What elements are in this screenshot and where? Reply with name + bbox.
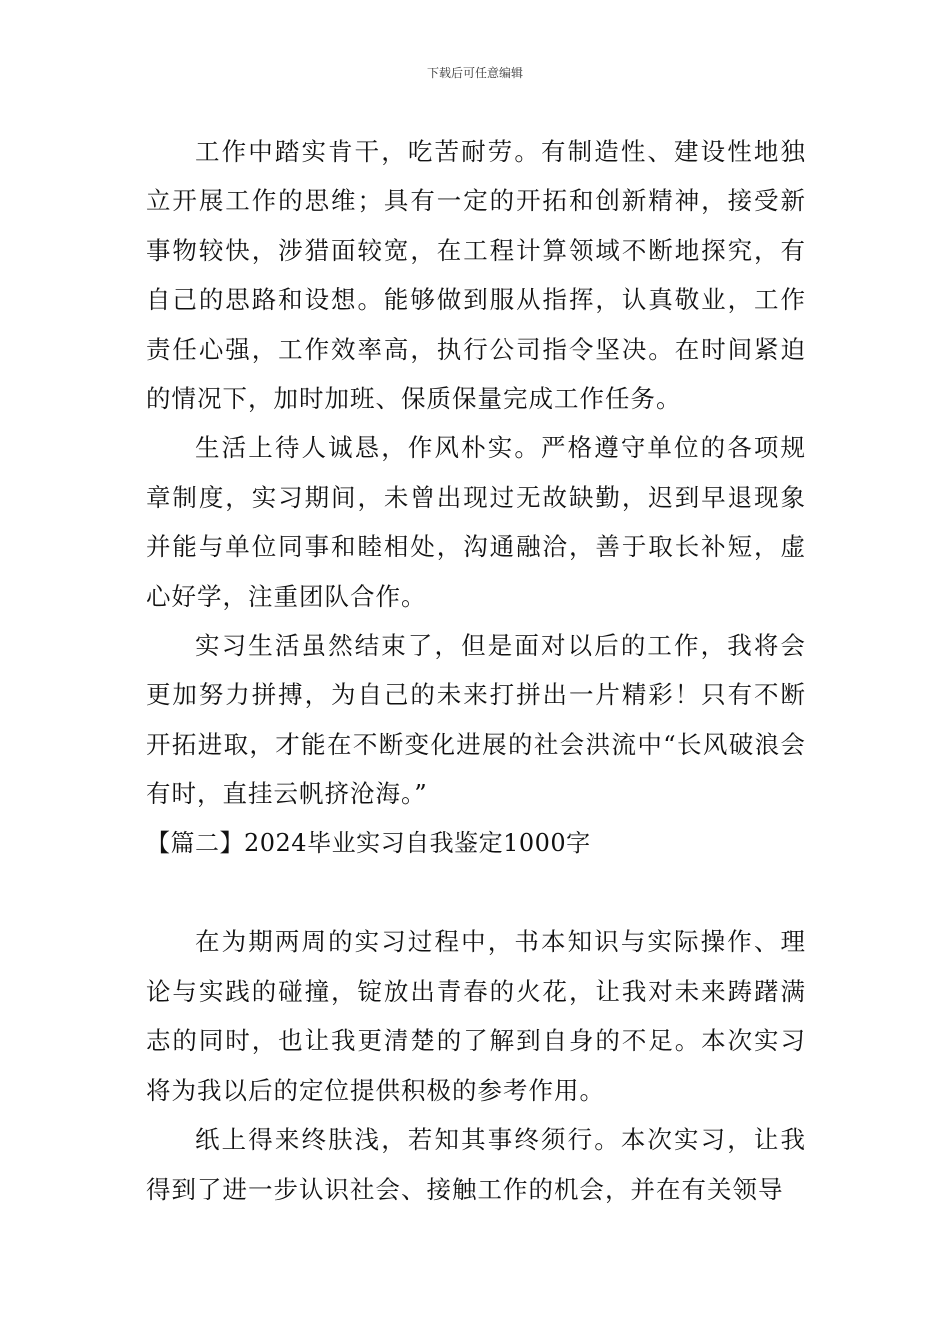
page-header-note: 下载后可任意编辑 — [426, 66, 523, 80]
blank-line — [146, 868, 806, 917]
paragraph-conclusion: 实习生活虽然结束了，但是面对以后的工作，我将会更加努力拼搏，为自己的未来打拼出一片精彩！只有不断开拓进取，才能在不断变化进展的社会洪流中“长风破浪会有时，直挂云帆挤沧海。” — [146, 631, 806, 809]
section-heading: 【篇二】2024毕业实习自我鉴定1000字 — [146, 828, 591, 857]
paragraph-practice: 纸上得来终肤浅，若知其事终须行。本次实习，让我得到了进一步认识社会、接触工作的机会，并在有关领导 — [146, 1125, 806, 1204]
document-body — [146, 127, 806, 1214]
paragraph-work-attitude: 工作中踏实肯干，吃苦耐劳。有制造性、建设性地独立开展工作的思维；具有一定的开拓和创新精神，接受新事物较快，涉猎面较宽，在工程计算领域不断地探究，有自己的思路和设想。能够做到服从指挥，认真敬业，工作责任心强，工作效率高，执行公司指令坚决。在时间紧迫的情况下，加时加班、保质保量完成工作任务。 — [146, 137, 806, 414]
paragraph-internship-intro: 在为期两周的实习过程中，书本知识与实际操作、理论与实践的碰撞，锭放出青春的火花，让我对未来踌躇满志的同时，也让我更清楚的了解到自身的不足。本次实习将为我以后的定位提供积极的参考作用。 — [146, 927, 806, 1105]
paragraph-life-attitude: 生活上待人诚恳，作风朴实。严格遵守单位的各项规章制度，实习期间，未曾出现过无故缺勤，迟到早退现象并能与单位同事和睦相处，沟通融洽，善于取长补短，虚心好学，注重团队合作。 — [146, 433, 806, 611]
